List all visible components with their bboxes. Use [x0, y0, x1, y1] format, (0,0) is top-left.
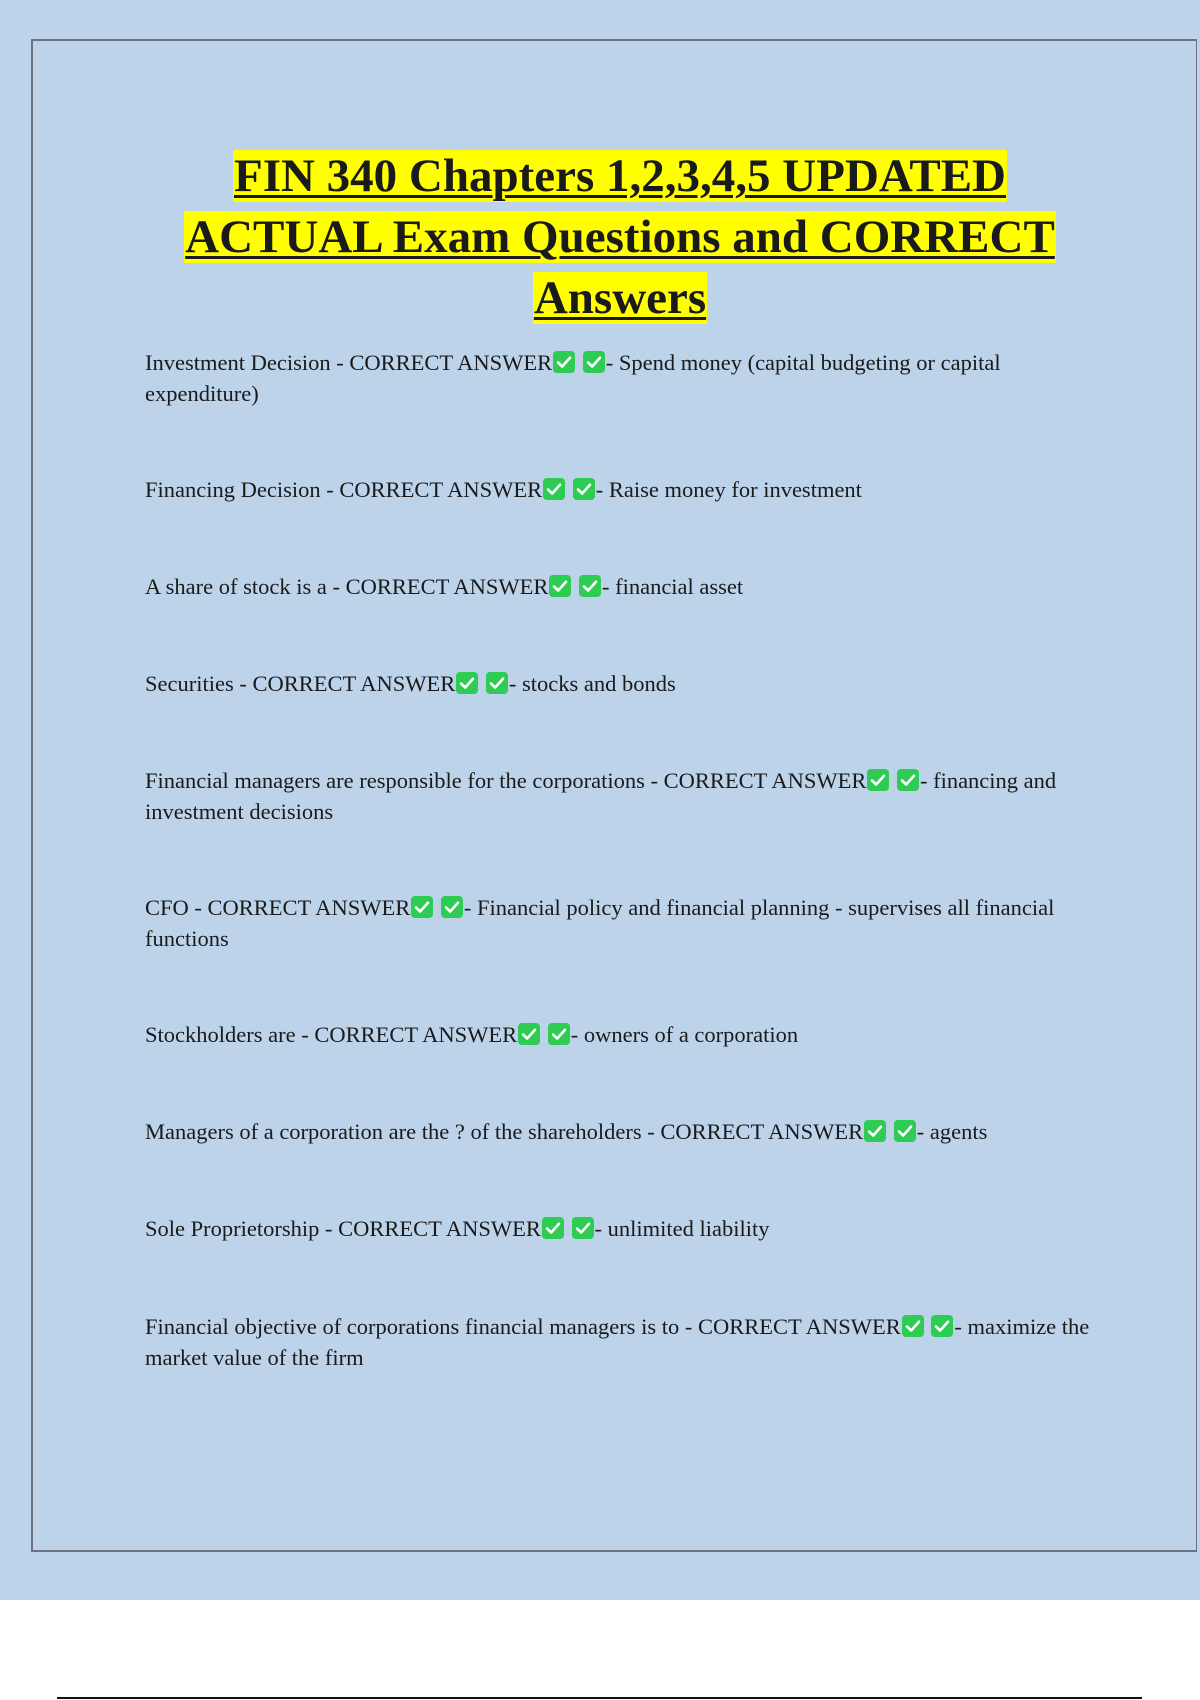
- answer-marker: CORRECT ANSWER: [314, 1022, 518, 1047]
- check-icon: [441, 896, 463, 918]
- answer-marker: CORRECT ANSWER: [338, 1216, 541, 1241]
- check-icon: [573, 478, 595, 500]
- answer-marker: CORRECT ANSWER: [697, 1314, 901, 1339]
- answer: Financial policy and financial planning - supervises all financial functions: [145, 895, 1055, 951]
- check-icon: [897, 769, 919, 791]
- document-title: FIN 340 Chapters 1,2,3,4,5 UPDATED ACTUAL Exam Questions and CORRECT Answers: [185, 150, 1055, 324]
- qa-item-3: A share of stock is a - CORRECT ANSWER - financial asset: [145, 574, 744, 599]
- question: Investment Decision: [145, 350, 331, 375]
- answer: maximize the market value of the firm: [145, 1314, 1090, 1370]
- question: Managers of a corporation are the ? of the shareholders: [145, 1119, 642, 1144]
- qa-item-5: Financial managers are responsible for the corporations - CORRECT ANSWER - financing and investment decisions: [145, 768, 1057, 824]
- footer-rule: [57, 1697, 1142, 1699]
- answer: owners of a corporation: [583, 1022, 799, 1047]
- answer-marker: CORRECT ANSWER: [345, 574, 549, 599]
- check-icon: [549, 575, 571, 597]
- check-icon: [518, 1023, 540, 1045]
- qa-item-8: Managers of a corporation are the ? of the shareholders - CORRECT ANSWER - agents: [145, 1119, 988, 1144]
- check-icon: [867, 769, 889, 791]
- qa-item-2: Financing Decision - CORRECT ANSWER - Raise money for investment: [145, 477, 862, 502]
- question: CFO: [145, 895, 189, 920]
- question: Financial managers are responsible for the corporations: [145, 768, 645, 793]
- question: Financial objective of corporations financial managers is to: [145, 1314, 680, 1339]
- check-icon: [486, 672, 508, 694]
- answer: stocks and bonds: [521, 671, 676, 696]
- qa-item-6: CFO - CORRECT ANSWER - Financial policy and financial planning - supervises all financial functions: [145, 895, 1055, 951]
- check-icon: [902, 1315, 924, 1337]
- question: Sole Proprietorship: [145, 1216, 320, 1241]
- check-icon: [894, 1120, 916, 1142]
- check-icon: [572, 1217, 594, 1239]
- answer-marker: CORRECT ANSWER: [339, 477, 543, 502]
- answer: unlimited liability: [607, 1216, 770, 1241]
- qa-item-10: Financial objective of corporations financial managers is to - CORRECT ANSWER - maximize the market value of the firm: [145, 1314, 1090, 1370]
- check-icon: [864, 1120, 886, 1142]
- qa-item-7: Stockholders are - CORRECT ANSWER - owners of a corporation: [145, 1022, 799, 1047]
- answer: Raise money for investment: [608, 477, 862, 502]
- qa-item-4: Securities - CORRECT ANSWER - stocks and bonds: [145, 671, 676, 696]
- answer: financial asset: [615, 574, 744, 599]
- check-icon: [931, 1315, 953, 1337]
- check-icon: [583, 351, 605, 373]
- answer: financing and investment decisions: [145, 768, 1057, 824]
- answer: agents: [929, 1119, 988, 1144]
- answer-marker: CORRECT ANSWER: [207, 895, 411, 920]
- qa-item-1: Investment Decision - CORRECT ANSWER - Spend money (capital budgeting or capital expenditure): [145, 350, 1001, 406]
- qa-item-9: Sole Proprietorship - CORRECT ANSWER - unlimited liability: [145, 1216, 770, 1241]
- answer-marker: CORRECT ANSWER: [663, 768, 867, 793]
- check-icon: [548, 1023, 570, 1045]
- question: Stockholders are: [145, 1022, 296, 1047]
- check-icon: [542, 1217, 564, 1239]
- question: Financing Decision: [145, 477, 321, 502]
- check-icon: [411, 896, 433, 918]
- check-icon: [553, 351, 575, 373]
- check-icon: [579, 575, 601, 597]
- answer: Spend money (capital budgeting or capital expenditure): [145, 350, 1001, 406]
- check-icon: [543, 478, 565, 500]
- answer-marker: CORRECT ANSWER: [252, 671, 456, 696]
- answer-marker: CORRECT ANSWER: [660, 1119, 864, 1144]
- answer-marker: CORRECT ANSWER: [349, 350, 553, 375]
- question: A share of stock is a: [145, 574, 327, 599]
- check-icon: [456, 672, 478, 694]
- question: Securities: [145, 671, 234, 696]
